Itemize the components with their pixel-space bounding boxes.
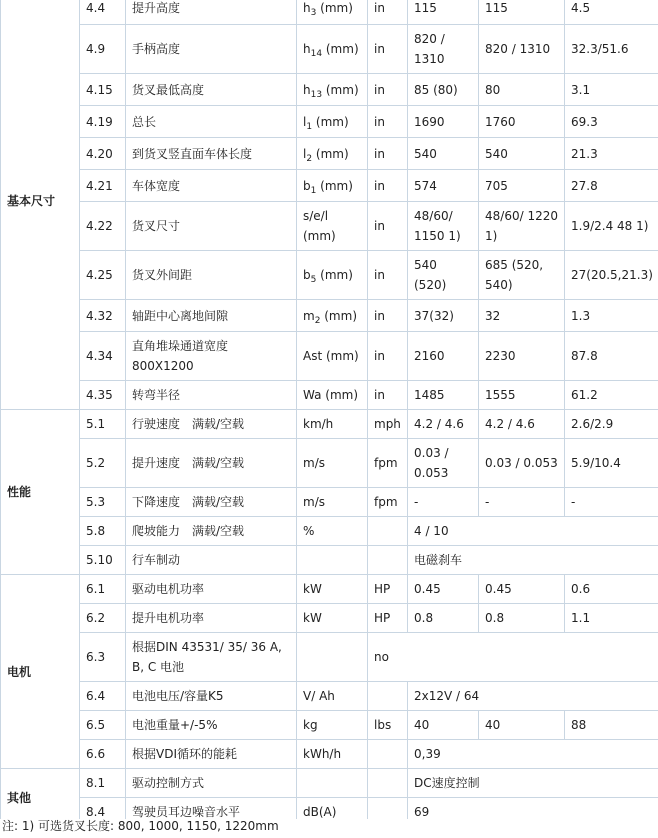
table-row xyxy=(1,251,658,300)
unit-subscript: 3 xyxy=(310,8,317,18)
item-code: 4.22 xyxy=(80,202,126,251)
table-row xyxy=(1,575,658,604)
value-model-1: 37(32) xyxy=(408,300,479,332)
item-name: 提升高度 xyxy=(126,0,297,25)
value-model-1: 40 xyxy=(408,711,479,740)
value-model-2: 115 xyxy=(479,0,565,25)
item-code: 4.21 xyxy=(80,170,126,202)
table-row xyxy=(1,25,658,74)
metric-unit xyxy=(297,381,368,410)
item-name: 行车制动 xyxy=(126,546,297,575)
item-name: 驱动电机功率 xyxy=(126,575,297,604)
unit-symbol: % xyxy=(303,524,315,538)
value-model-2: 1555 xyxy=(479,381,565,410)
value-imperial: 88 xyxy=(565,711,658,740)
metric-unit xyxy=(297,202,368,251)
table-row xyxy=(1,381,658,410)
table-row xyxy=(1,300,658,332)
metric-unit xyxy=(297,410,368,439)
unit-suffix: (mm) xyxy=(312,146,349,161)
item-code: 4.15 xyxy=(80,74,126,106)
item-code: 4.25 xyxy=(80,251,126,300)
table-row xyxy=(1,410,658,439)
imperial-unit: in xyxy=(368,251,408,300)
value-imperial: 27(20.5,21.3) xyxy=(565,251,658,300)
table-row xyxy=(1,682,658,711)
item-code: 5.8 xyxy=(80,517,126,546)
item-name: 根据VDI循环的能耗 xyxy=(126,740,297,769)
item-name: 驾驶员耳边噪音水平 xyxy=(126,798,297,827)
value-model-1: 1690 xyxy=(408,106,479,138)
metric-unit xyxy=(297,517,368,546)
unit-suffix: (mm) xyxy=(316,178,353,193)
unit-symbol: km/h xyxy=(303,417,334,431)
unit-subscript: 1 xyxy=(310,185,317,196)
imperial-unit: in xyxy=(368,0,408,25)
item-code: 5.10 xyxy=(80,546,126,575)
value-imperial: 87.8 xyxy=(565,332,658,381)
metric-unit xyxy=(297,769,368,798)
table-row xyxy=(1,604,658,633)
metric-unit xyxy=(297,25,368,74)
unit-symbol: kWh/h xyxy=(303,747,342,761)
unit-symbol: dB(A) xyxy=(303,805,337,819)
unit-symbol: V/ Ah xyxy=(303,689,335,703)
table-row xyxy=(1,138,658,170)
item-name: 货叉外间距 xyxy=(126,251,297,300)
metric-unit xyxy=(297,604,368,633)
metric-unit xyxy=(297,546,368,575)
table-row xyxy=(1,439,658,488)
value-model-2: 705 xyxy=(479,170,565,202)
item-code: 5.1 xyxy=(80,410,126,439)
table-row xyxy=(1,769,658,798)
unit-symbol: Ast (mm) xyxy=(303,349,359,363)
item-name: 爬坡能力 满载/空载 xyxy=(126,517,297,546)
unit-subscript: 1 xyxy=(306,121,313,132)
unit-suffix: (mm) xyxy=(320,308,357,323)
item-code: 8.4 xyxy=(80,798,126,827)
item-name: 货叉最低高度 xyxy=(126,74,297,106)
value-imperial: 1.1 xyxy=(565,604,658,633)
unit-subscript: 13 xyxy=(310,89,323,100)
imperial-unit: in xyxy=(368,74,408,106)
item-code: 5.2 xyxy=(80,439,126,488)
value-imperial: 0.6 xyxy=(565,575,658,604)
value-imperial: 1.3 xyxy=(565,300,658,332)
value-model-2: 4.2 / 4.6 xyxy=(479,410,565,439)
metric-unit xyxy=(297,0,368,25)
item-name: 行驶速度 满载/空载 xyxy=(126,410,297,439)
value-model-1: 0.45 xyxy=(408,575,479,604)
value-model-1: 48/60/ 1150 1) xyxy=(408,202,479,251)
unit-symbol: Wa (mm) xyxy=(303,388,359,402)
value-model-1: 574 xyxy=(408,170,479,202)
imperial-unit xyxy=(368,517,408,546)
item-code: 6.5 xyxy=(80,711,126,740)
value-model-1: 85 (80) xyxy=(408,74,479,106)
unit-subscript: 2 xyxy=(306,153,313,164)
item-code: 6.1 xyxy=(80,575,126,604)
unit-subscript: 5 xyxy=(310,275,317,285)
item-name: 转弯半径 xyxy=(126,381,297,410)
table-row xyxy=(1,170,658,202)
unit-suffix: (mm) xyxy=(316,268,353,282)
unit-suffix: (mm) xyxy=(322,42,359,56)
value-model-1: 820 / 1310 xyxy=(408,25,479,74)
category-cell: 性能 xyxy=(1,410,80,575)
imperial-unit: in xyxy=(368,170,408,202)
item-code: 6.2 xyxy=(80,604,126,633)
item-name: 提升速度 满载/空载 xyxy=(126,439,297,488)
imperial-unit: mph xyxy=(368,410,408,439)
unit-symbol: b xyxy=(303,178,311,193)
item-name: 根据DIN 43531/ 35/ 36 A, B, C 电池 xyxy=(126,633,297,682)
item-code: 4.4 xyxy=(80,0,126,25)
unit-suffix: (mm) xyxy=(316,1,353,15)
item-code: 4.19 xyxy=(80,106,126,138)
item-code: 4.9 xyxy=(80,25,126,74)
item-code: 4.32 xyxy=(80,300,126,332)
unit-symbol: h xyxy=(303,82,311,97)
metric-unit xyxy=(297,74,368,106)
item-name: 驱动控制方式 xyxy=(126,769,297,798)
imperial-unit: HP xyxy=(368,604,408,633)
unit-suffix: (mm) xyxy=(322,82,359,97)
unit-symbol: kW xyxy=(303,582,322,596)
item-name: 总长 xyxy=(126,106,297,138)
value-imperial: 3.1 xyxy=(565,74,658,106)
imperial-unit xyxy=(368,740,408,769)
table-row xyxy=(1,546,658,575)
unit-symbol: b xyxy=(303,268,311,282)
metric-unit xyxy=(297,711,368,740)
value-model-2: 820 / 1310 xyxy=(479,25,565,74)
merged-value: no xyxy=(368,633,658,682)
imperial-unit: in xyxy=(368,381,408,410)
unit-symbol: h xyxy=(303,1,311,15)
table-row xyxy=(1,488,658,517)
value-model-2: 48/60/ 1220 1) xyxy=(479,202,565,251)
metric-unit xyxy=(297,740,368,769)
metric-unit xyxy=(297,300,368,332)
value-model-1: 4.2 / 4.6 xyxy=(408,410,479,439)
value-imperial: - xyxy=(565,488,658,517)
item-name: 货叉尺寸 xyxy=(126,202,297,251)
value-model-1: 540 (520) xyxy=(408,251,479,300)
metric-unit xyxy=(297,439,368,488)
unit-symbol: l xyxy=(303,146,307,161)
unit-symbol: m/s xyxy=(303,495,325,509)
value-model-2: 2230 xyxy=(479,332,565,381)
imperial-unit: in xyxy=(368,300,408,332)
value-model-2: 80 xyxy=(479,74,565,106)
item-code: 8.1 xyxy=(80,769,126,798)
category-cell: 电机 xyxy=(1,575,80,769)
table-row xyxy=(1,106,658,138)
item-code: 6.3 xyxy=(80,633,126,682)
imperial-unit: in xyxy=(368,332,408,381)
metric-unit xyxy=(297,170,368,202)
imperial-unit: HP xyxy=(368,575,408,604)
category-cell: 基本尺寸 xyxy=(1,0,80,410)
table-row xyxy=(1,332,658,381)
unit-subscript: 2 xyxy=(314,315,321,326)
item-name: 电池电压/容量K5 xyxy=(126,682,297,711)
item-code: 6.6 xyxy=(80,740,126,769)
item-name: 下降速度 满载/空载 xyxy=(126,488,297,517)
table-row xyxy=(1,0,658,25)
item-name: 提升电机功率 xyxy=(126,604,297,633)
imperial-unit xyxy=(368,546,408,575)
value-imperial: 1.9/2.4 48 1) xyxy=(565,202,658,251)
spec-table-body xyxy=(1,0,658,827)
imperial-unit: in xyxy=(368,202,408,251)
value-model-2: 0.8 xyxy=(479,604,565,633)
imperial-unit: in xyxy=(368,138,408,170)
value-imperial: 61.2 xyxy=(565,381,658,410)
imperial-unit: in xyxy=(368,25,408,74)
value-imperial: 21.3 xyxy=(565,138,658,170)
item-name: 电池重量+/-5% xyxy=(126,711,297,740)
value-imperial: 2.6/2.9 xyxy=(565,410,658,439)
value-model-1: - xyxy=(408,488,479,517)
merged-value: 4 / 10 xyxy=(408,517,658,546)
item-name: 轴距中心离地间隙 xyxy=(126,300,297,332)
item-name: 车体宽度 xyxy=(126,170,297,202)
item-name: 直角堆垛通道宽度 800X1200 xyxy=(126,332,297,381)
unit-subscript: 14 xyxy=(310,49,323,59)
value-model-1: 540 xyxy=(408,138,479,170)
value-model-2: 685 (520, 540) xyxy=(479,251,565,300)
unit-suffix: (mm) xyxy=(312,114,349,129)
value-imperial: 32.3/51.6 xyxy=(565,25,658,74)
item-name: 到货叉竖直面车体长度 xyxy=(126,138,297,170)
item-name: 手柄高度 xyxy=(126,25,297,74)
table-row xyxy=(1,517,658,546)
value-model-1: 0.8 xyxy=(408,604,479,633)
value-model-2: 1760 xyxy=(479,106,565,138)
value-model-2: 32 xyxy=(479,300,565,332)
unit-symbol: l xyxy=(303,114,307,129)
metric-unit xyxy=(297,106,368,138)
item-code: 5.3 xyxy=(80,488,126,517)
imperial-unit xyxy=(368,769,408,798)
merged-value: 69 xyxy=(408,798,658,827)
unit-symbol: kg xyxy=(303,718,318,732)
metric-unit xyxy=(297,633,368,682)
item-code: 4.20 xyxy=(80,138,126,170)
value-model-2: 40 xyxy=(479,711,565,740)
table-row xyxy=(1,202,658,251)
table-row xyxy=(1,740,658,769)
table-row xyxy=(1,74,658,106)
unit-symbol: s/e/l (mm) xyxy=(303,209,336,243)
metric-unit xyxy=(297,488,368,517)
value-model-1: 115 xyxy=(408,0,479,25)
imperial-unit: in xyxy=(368,106,408,138)
metric-unit xyxy=(297,251,368,300)
unit-symbol: m xyxy=(303,308,315,323)
metric-unit xyxy=(297,575,368,604)
metric-unit xyxy=(297,138,368,170)
value-model-2: 0.45 xyxy=(479,575,565,604)
metric-unit xyxy=(297,682,368,711)
value-model-1: 1485 xyxy=(408,381,479,410)
value-imperial: 4.5 xyxy=(565,0,658,25)
value-model-2: - xyxy=(479,488,565,517)
value-model-1: 0.03 / 0.053 xyxy=(408,439,479,488)
table-row xyxy=(1,711,658,740)
value-model-2: 540 xyxy=(479,138,565,170)
category-cell: 其他 xyxy=(1,769,80,827)
merged-value: 0,39 xyxy=(408,740,658,769)
merged-value: 电磁刹车 xyxy=(408,546,658,575)
unit-symbol: h xyxy=(303,42,311,56)
table-row xyxy=(1,633,658,682)
item-code: 4.34 xyxy=(80,332,126,381)
item-code: 4.35 xyxy=(80,381,126,410)
item-code: 6.4 xyxy=(80,682,126,711)
imperial-unit xyxy=(368,682,408,711)
value-model-2: 0.03 / 0.053 xyxy=(479,439,565,488)
value-imperial: 69.3 xyxy=(565,106,658,138)
footnote: 注: 1) 可选货叉长度: 800, 1000, 1150, 1220mm xyxy=(0,819,658,833)
merged-value: 2x12V / 64 xyxy=(408,682,658,711)
value-imperial: 5.9/10.4 xyxy=(565,439,658,488)
imperial-unit: fpm xyxy=(368,439,408,488)
value-imperial: 27.8 xyxy=(565,170,658,202)
merged-value: DC速度控制 xyxy=(408,769,658,798)
value-model-1: 2160 xyxy=(408,332,479,381)
unit-symbol: kW xyxy=(303,611,322,625)
metric-unit xyxy=(297,332,368,381)
unit-symbol: m/s xyxy=(303,456,325,470)
imperial-unit: fpm xyxy=(368,488,408,517)
imperial-unit: lbs xyxy=(368,711,408,740)
